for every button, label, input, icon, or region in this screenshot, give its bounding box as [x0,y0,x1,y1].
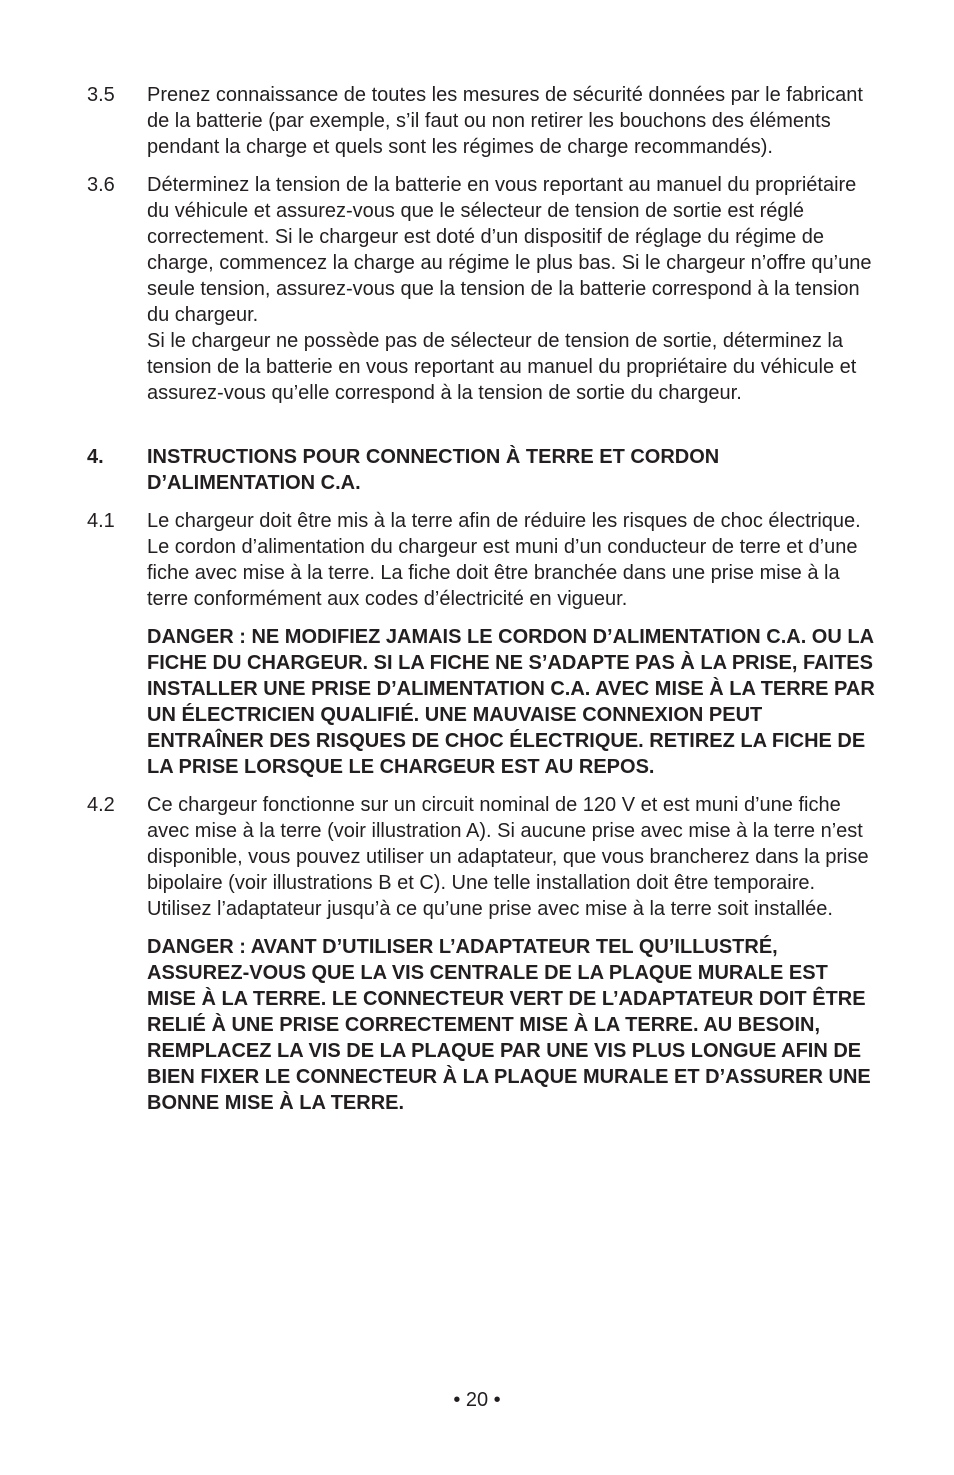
paragraph: Si le chargeur ne possède pas de sélecteur de tension de sortie, déterminez la tension de la batterie en vous reportant au manuel du propriétaire du véhicule et assurez-vous qu’elle correspond à la tension de sortie du chargeur. [147,330,857,404]
danger-text: DANGER : AVANT D’UTILISER L’ADAPTATEUR TEL QU’ILLUSTRÉ, ASSUREZ-VOUS QUE LA VIS CENTRALE DE LA PLAQUE MURALE EST MISE À LA TERRE. LE CONNECTEUR VERT DE L’ADAPTATEUR DOIT ÊTRE RELIÉ À UNE PRISE CORRECTEMENT MISE À LA TERRE. AU BESOIN, REMPLACEZ LA VIS DE LA PLAQUE PAR UNE VIS PLUS LONGUE AFIN DE BIEN FIXER LE CONNECTEUR À LA PLAQUE MURALE ET D’ASSURER UNE BONNE MISE À LA TERRE. [147,936,871,1114]
section-body [147,792,877,922]
section-body [147,82,877,160]
danger-text: DANGER : NE MODIFIEZ JAMAIS LE CORDON D’ALIMENTATION C.A. OU LA FICHE DU CHARGEUR. SI LA FICHE NE S’ADAPTE PAS À LA PRISE, FAITES INSTALLER UNE PRISE D’ALIMENTATION C.A. AVEC MISE À LA TERRE PAR UN ÉLECTRICIEN QUALIFIÉ. UNE MAUVAISE CONNEXION PEUT ENTRAÎNER DES RISQUES DE CHOC ÉLECTRIQUE. RETIREZ LA FICHE DE LA PRISE LORSQUE LE CHARGEUR EST AU REPOS. [147,626,875,778]
danger-warning-4-2 [147,934,877,1116]
section-3-5 [87,82,877,160]
section-number: 3.6 [87,174,115,196]
paragraph: Déterminez la tension de la batterie en vous reportant au manuel du propriétaire du véhicule et assurez-vous que le sélecteur de tension de sortie est réglé correctement. Si le chargeur est doté d’un dispositif de réglage du régime de charge, commencez la charge au régime le plus bas. Si le chargeur n’offre qu’une seule tension, assurez-vous que la tension de la batterie correspond à la tension du chargeur. [147,174,872,326]
paragraph: Le chargeur doit être mis à la terre afin de réduire les risques de choc électrique. Le cordon d’alimentation du chargeur est muni d’un conducteur de terre et d’une fiche avec mise à la terre. La fiche doit être branchée dans une prise mise à la terre conformément aux codes d’électricité en vigueur. [147,510,861,610]
section-title: INSTRUCTIONS POUR CONNECTION À TERRE ET CORDON D’ALIMENTATION C.A. [147,446,720,494]
page-content [87,82,877,1116]
section-4-heading [87,444,877,496]
section-body [147,508,877,612]
section-number: 4.1 [87,510,115,532]
section-3-6 [87,172,877,406]
page-number: • 20 • [453,1389,501,1411]
section-4-1 [87,508,877,612]
section-body [147,172,877,406]
danger-warning-4-1 [147,624,877,780]
section-number: 3.5 [87,84,115,106]
section-number: 4. [87,446,104,468]
paragraph: Ce chargeur fonctionne sur un circuit nominal de 120 V et est muni d’une fiche avec mise à la terre (voir illustration A). Si aucune prise avec mise à la terre n’est disponible, vous pouvez utiliser un adaptateur, que vous brancherez dans la prise bipolaire (voir illustrations B et C). Une telle installation doit être temporaire. Utilisez l’adaptateur jusqu’à ce qu’une prise avec mise à la terre soit installée. [147,794,869,920]
section-4-2 [87,792,877,922]
paragraph: Prenez connaissance de toutes les mesures de sécurité données par le fabricant de la batterie (par exemple, s’il faut ou non retirer les bouchons des éléments pendant la charge et quels sont les régimes de charge recommandés). [147,84,863,158]
section-number: 4.2 [87,794,115,816]
